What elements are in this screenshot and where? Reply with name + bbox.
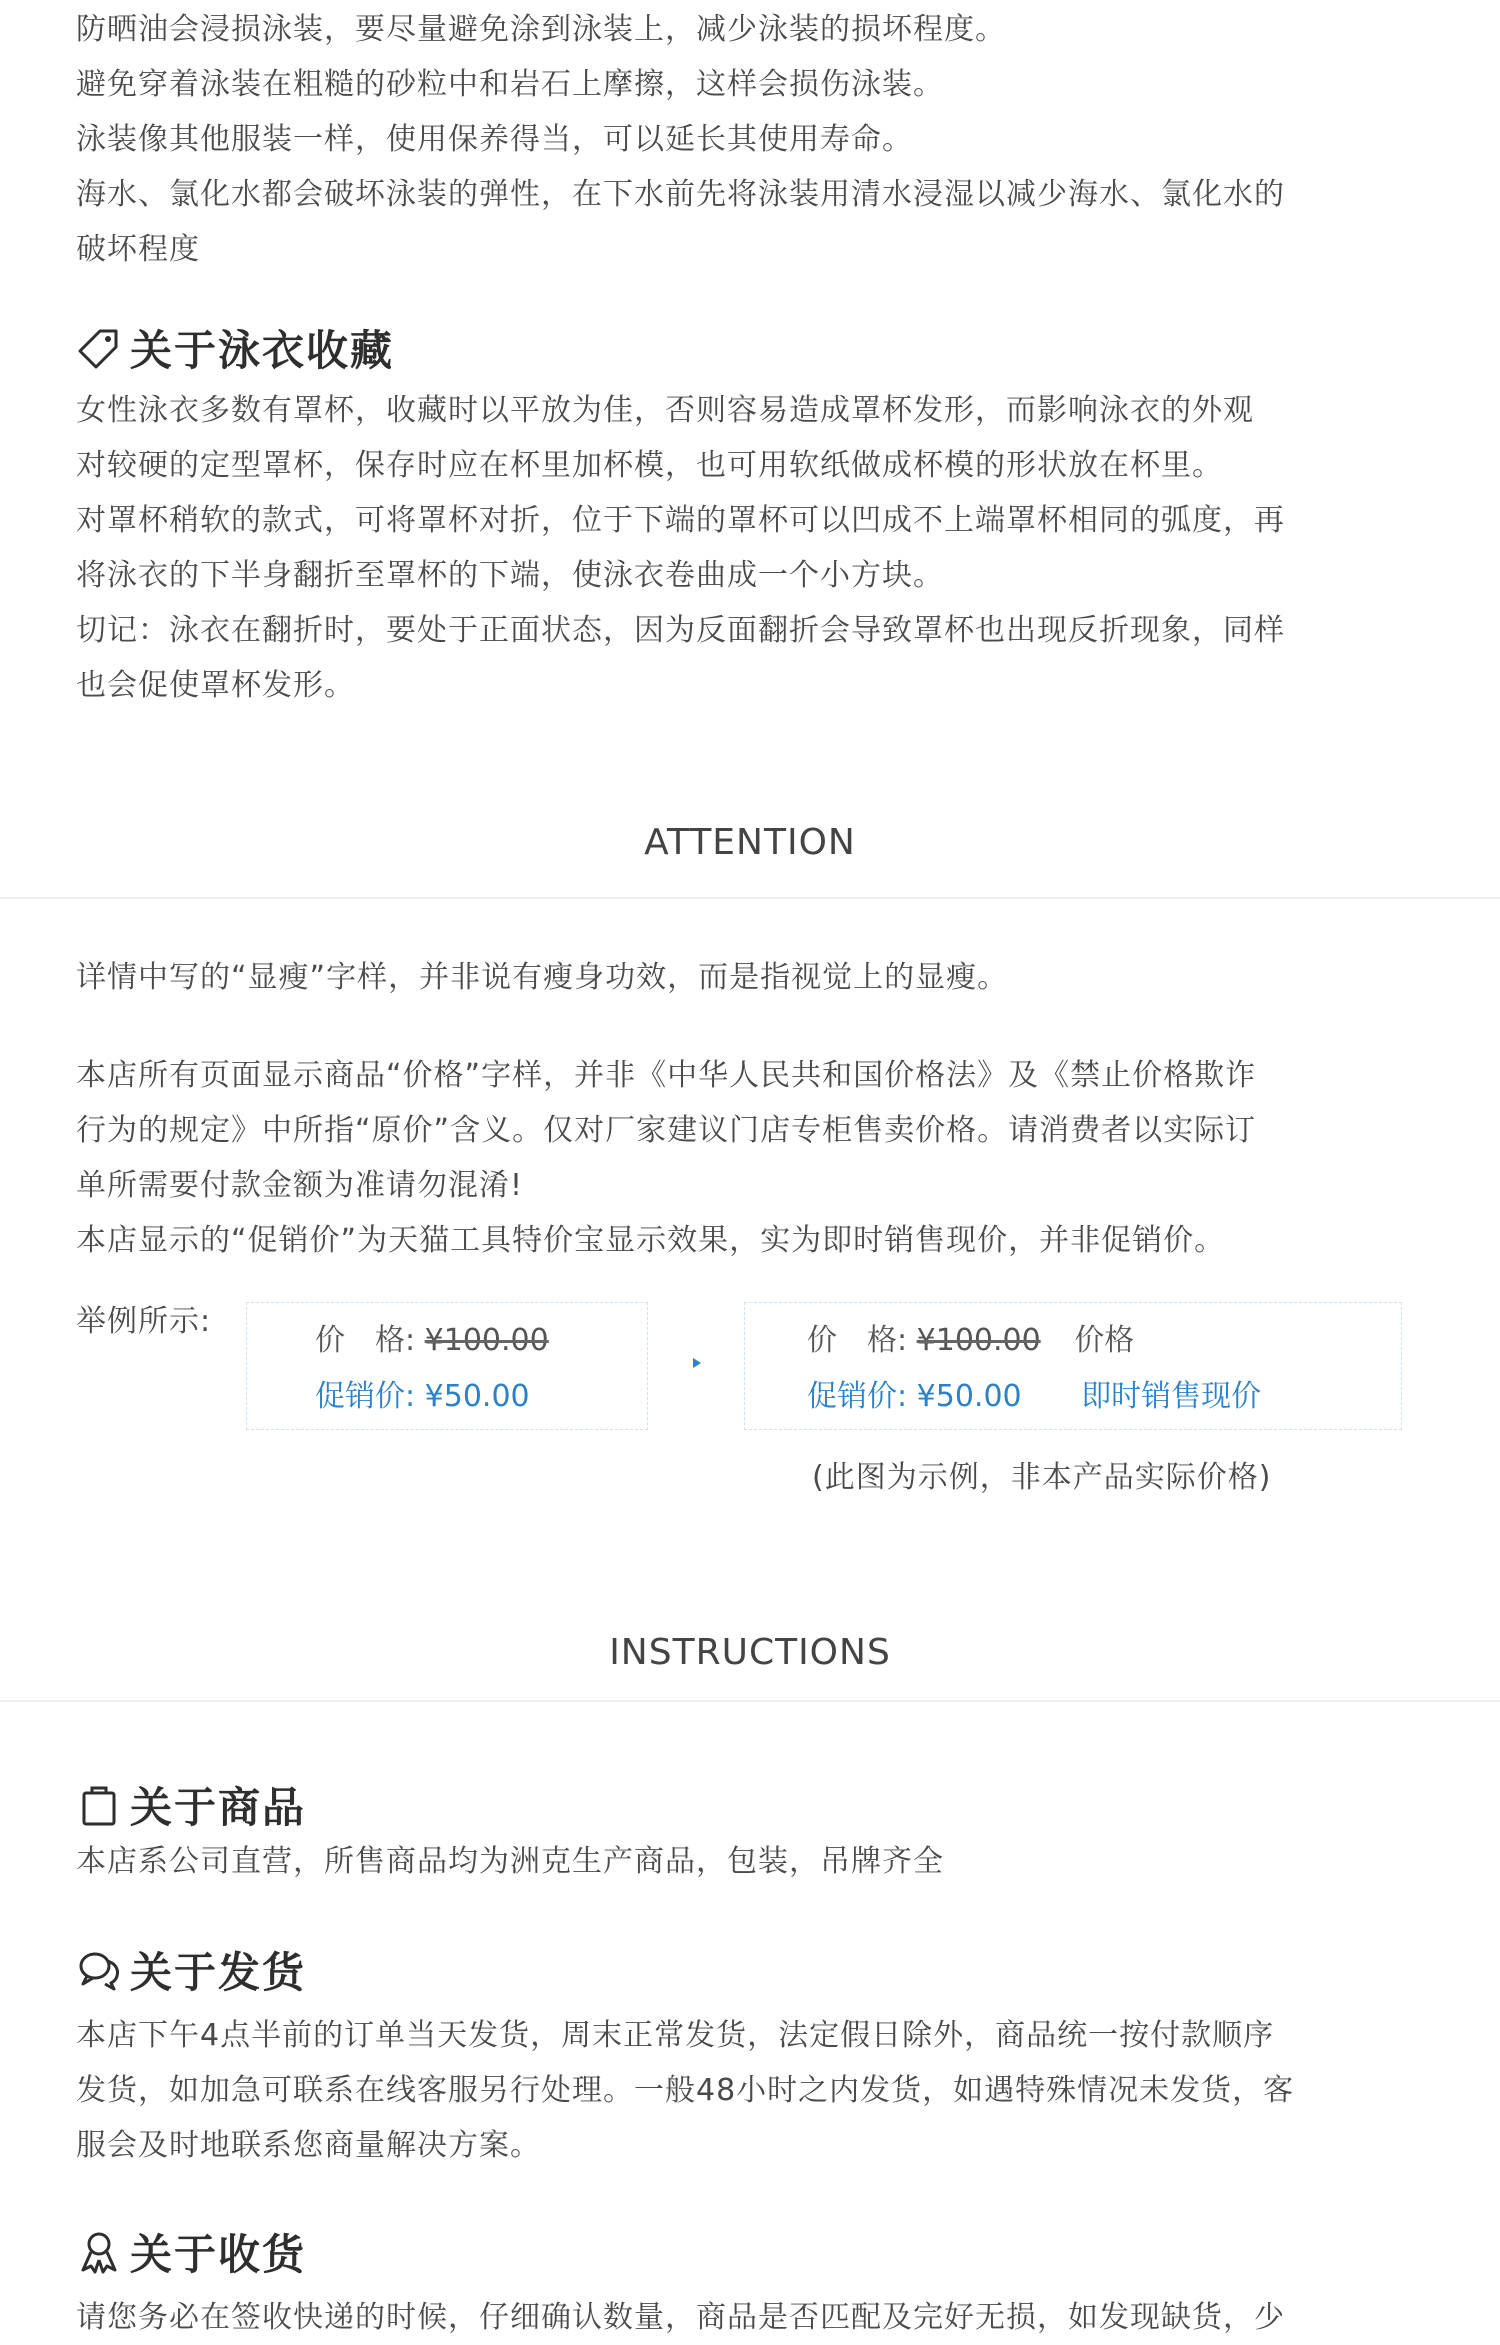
attention-paragraph-2	[76, 1048, 1406, 1268]
sale-price-row	[807, 1369, 1401, 1425]
product-heading-text: 关于商品	[130, 1783, 307, 1832]
receiving-heading-text: 关于收货	[130, 2230, 307, 2279]
attention-line: 单所需要付款金额为准请勿混淆!	[76, 1168, 524, 1203]
receiving-line: 请您务必在签收快递的时候，仔细确认数量，商品是否匹配及完好无损，如发现缺货，少	[76, 2300, 1285, 2335]
storage-line: 也会促使罩杯发形。	[76, 668, 355, 703]
chat-bubbles-icon	[76, 1947, 122, 1993]
care-line: 防晒油会浸损泳装，要尽量避免涂到泳装上，减少泳装的损坏程度。	[76, 12, 1006, 47]
price-row	[807, 1313, 1401, 1369]
product-paragraph	[76, 1834, 1406, 1889]
sale-price-label: 促销价:	[807, 1379, 908, 1414]
receiving-heading	[76, 2222, 306, 2282]
sale-price-value: ¥50.00	[424, 1379, 530, 1414]
price-value: ¥100.00	[424, 1323, 549, 1358]
shipping-heading	[76, 1940, 306, 2000]
instructions-title: INSTRUCTIONS	[609, 1632, 891, 1673]
storage-line: 将泳衣的下半身翻折至罩杯的下端，使泳衣卷曲成一个小方块。	[76, 558, 944, 593]
arrow-right-icon	[690, 1356, 704, 1370]
storage-line: 对较硬的定型罩杯，保存时应在杯里加杯模，也可用软纸做成杯模的形状放在杯里。	[76, 448, 1223, 483]
shipping-line: 服会及时地联系您商量解决方案。	[76, 2128, 541, 2163]
care-paragraph	[76, 2, 1406, 277]
example-note: (此图为示例，非本产品实际价格)	[812, 1460, 1272, 1495]
attention-line: 本店所有页面显示商品“价格”字样，并非《中华人民共和国价格法》及《禁止价格欺诈	[76, 1058, 1257, 1093]
shipping-heading-text: 关于发货	[130, 1948, 307, 1997]
product-heading	[76, 1775, 306, 1835]
storage-heading-text: 关于泳衣收藏	[130, 326, 395, 375]
care-line: 破坏程度	[76, 232, 200, 267]
price-value: ¥100.00	[916, 1323, 1041, 1358]
sale-price-value: ¥50.00	[916, 1379, 1022, 1414]
instructions-divider	[0, 1700, 1500, 1702]
price-label: 价 格:	[807, 1323, 908, 1358]
sale-price-note: 即时销售现价	[1081, 1379, 1262, 1414]
shopping-bag-icon	[76, 1782, 122, 1828]
price-example-after	[744, 1302, 1402, 1430]
shipping-line: 本店下午4点半前的订单当天发货，周末正常发货，法定假日除外，商品统一按付款顺序	[76, 2018, 1275, 2053]
attention-line: 详情中写的“显瘦”字样，并非说有瘦身功效，而是指视觉上的显瘦。	[76, 960, 1009, 995]
storage-heading	[76, 318, 394, 378]
price-example-before	[246, 1302, 648, 1430]
attention-paragraph-1	[76, 950, 1406, 1005]
shipping-line: 发货，如加急可联系在线客服另行处理。一般48小时之内发货，如遇特殊情况未发货，客	[76, 2073, 1295, 2108]
sale-price-label: 促销价:	[315, 1379, 416, 1414]
storage-line: 对罩杯稍软的款式，可将罩杯对折，位于下端的罩杯可以凹成不上端罩杯相同的弧度，再	[76, 503, 1285, 538]
price-note: 价格	[1074, 1323, 1135, 1358]
storage-line: 切记：泳衣在翻折时，要处于正面状态，因为反面翻折会导致罩杯也出现反折现象，同样	[76, 613, 1285, 648]
receiving-paragraph	[76, 2290, 1406, 2345]
sale-price-row	[315, 1369, 647, 1425]
shipping-paragraph	[76, 2008, 1406, 2173]
storage-paragraph	[76, 383, 1406, 713]
storage-line: 女性泳衣多数有罩杯，收藏时以平放为佳，否则容易造成罩杯发形，而影响泳衣的外观	[76, 393, 1254, 428]
person-badge-icon	[76, 2229, 122, 2275]
price-row	[315, 1313, 647, 1369]
tag-icon	[76, 325, 122, 371]
attention-divider	[0, 897, 1500, 899]
attention-title: ATTENTION	[644, 822, 856, 863]
price-label: 价 格:	[315, 1323, 416, 1358]
care-line: 海水、氯化水都会破坏泳装的弹性，在下水前先将泳装用清水浸湿以减少海水、氯化水的	[76, 177, 1285, 212]
care-line: 泳装像其他服装一样，使用保养得当，可以延长其使用寿命。	[76, 122, 913, 157]
example-label: 举例所示:	[76, 1304, 212, 1339]
product-line: 本店系公司直营，所售商品均为洲克生产商品，包装，吊牌齐全	[76, 1844, 944, 1879]
care-line: 避免穿着泳装在粗糙的砂粒中和岩石上摩擦，这样会损伤泳装。	[76, 67, 944, 102]
attention-line: 本店显示的“促销价”为天猫工具特价宝显示效果，实为即时销售现价，并非促销价。	[76, 1223, 1226, 1258]
attention-line: 行为的规定》中所指“原价”含义。仅对厂家建议门店专柜售卖价格。请消费者以实际订	[76, 1113, 1257, 1148]
